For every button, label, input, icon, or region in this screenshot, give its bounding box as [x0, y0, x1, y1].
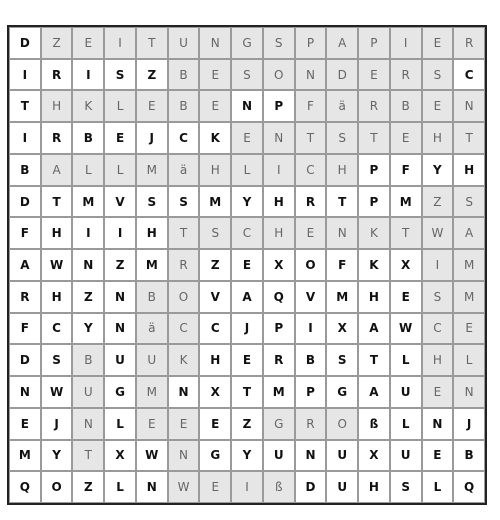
letter-cell[interactable]: ß	[263, 471, 295, 503]
letter-cell[interactable]: R	[9, 281, 41, 313]
letter-cell[interactable]: Z	[422, 186, 454, 218]
letter-cell[interactable]: E	[422, 376, 454, 408]
letter-cell[interactable]: T	[41, 186, 73, 218]
letter-cell[interactable]: E	[199, 59, 231, 91]
letter-cell[interactable]: H	[326, 154, 358, 186]
letter-cell[interactable]: N	[263, 122, 295, 154]
letter-cell[interactable]: N	[231, 90, 263, 122]
letter-cell[interactable]: C	[231, 217, 263, 249]
letter-cell[interactable]: X	[263, 249, 295, 281]
letter-cell[interactable]: L	[72, 154, 104, 186]
letter-cell[interactable]: T	[72, 440, 104, 472]
letter-cell[interactable]: E	[72, 27, 104, 59]
letter-cell[interactable]: S	[263, 27, 295, 59]
letter-cell[interactable]: O	[263, 59, 295, 91]
letter-cell[interactable]: E	[390, 281, 422, 313]
letter-cell[interactable]: H	[422, 344, 454, 376]
letter-cell[interactable]: A	[453, 217, 485, 249]
letter-cell[interactable]: W	[390, 313, 422, 345]
letter-cell[interactable]: L	[104, 90, 136, 122]
letter-cell[interactable]: R	[168, 249, 200, 281]
letter-cell[interactable]: W	[422, 217, 454, 249]
letter-cell[interactable]: A	[9, 249, 41, 281]
letter-cell[interactable]: A	[358, 376, 390, 408]
letter-cell[interactable]: E	[104, 122, 136, 154]
letter-cell[interactable]: E	[231, 249, 263, 281]
letter-cell[interactable]: E	[453, 313, 485, 345]
letter-cell[interactable]: R	[41, 59, 73, 91]
letter-cell[interactable]: S	[231, 59, 263, 91]
letter-cell[interactable]: N	[9, 376, 41, 408]
letter-cell[interactable]: X	[199, 376, 231, 408]
letter-cell[interactable]: H	[358, 281, 390, 313]
letter-cell[interactable]: I	[72, 217, 104, 249]
letter-cell[interactable]: E	[136, 90, 168, 122]
letter-cell[interactable]: T	[358, 122, 390, 154]
letter-cell[interactable]: Q	[453, 471, 485, 503]
letter-cell[interactable]: L	[390, 344, 422, 376]
letter-cell[interactable]: C	[168, 122, 200, 154]
letter-cell[interactable]: Y	[422, 154, 454, 186]
letter-cell[interactable]: P	[358, 154, 390, 186]
letter-cell[interactable]: B	[168, 90, 200, 122]
letter-cell[interactable]: Q	[263, 281, 295, 313]
letter-cell[interactable]: L	[422, 471, 454, 503]
letter-cell[interactable]: Z	[72, 281, 104, 313]
letter-cell[interactable]: F	[326, 249, 358, 281]
letter-cell[interactable]: T	[390, 217, 422, 249]
letter-cell[interactable]: F	[9, 313, 41, 345]
letter-cell[interactable]: H	[41, 281, 73, 313]
letter-cell[interactable]: E	[231, 122, 263, 154]
letter-cell[interactable]: W	[41, 249, 73, 281]
letter-cell[interactable]: N	[168, 376, 200, 408]
letter-cell[interactable]: R	[295, 408, 327, 440]
letter-cell[interactable]: S	[104, 59, 136, 91]
letter-cell[interactable]: G	[104, 376, 136, 408]
letter-cell[interactable]: W	[41, 376, 73, 408]
letter-cell[interactable]: U	[326, 471, 358, 503]
letter-cell[interactable]: Y	[231, 186, 263, 218]
letter-cell[interactable]: F	[390, 154, 422, 186]
letter-cell[interactable]: S	[136, 186, 168, 218]
letter-cell[interactable]: G	[199, 440, 231, 472]
letter-cell[interactable]: M	[326, 281, 358, 313]
letter-cell[interactable]: E	[199, 471, 231, 503]
letter-cell[interactable]: L	[453, 344, 485, 376]
letter-cell[interactable]: P	[263, 90, 295, 122]
letter-cell[interactable]: E	[136, 408, 168, 440]
letter-cell[interactable]: B	[390, 90, 422, 122]
letter-cell[interactable]: M	[72, 186, 104, 218]
letter-cell[interactable]: T	[136, 27, 168, 59]
letter-cell[interactable]: H	[199, 154, 231, 186]
letter-cell[interactable]: R	[263, 344, 295, 376]
letter-cell[interactable]: B	[72, 344, 104, 376]
letter-cell[interactable]: N	[453, 376, 485, 408]
letter-cell[interactable]: U	[168, 27, 200, 59]
letter-cell[interactable]: T	[358, 344, 390, 376]
letter-cell[interactable]: S	[41, 344, 73, 376]
letter-cell[interactable]: B	[136, 281, 168, 313]
letter-cell[interactable]: U	[390, 440, 422, 472]
letter-cell[interactable]: K	[199, 122, 231, 154]
letter-cell[interactable]: I	[422, 249, 454, 281]
letter-cell[interactable]: Z	[104, 249, 136, 281]
letter-cell[interactable]: S	[422, 59, 454, 91]
letter-cell[interactable]: E	[422, 440, 454, 472]
letter-cell[interactable]: L	[104, 408, 136, 440]
letter-cell[interactable]: X	[358, 440, 390, 472]
letter-cell[interactable]: D	[295, 471, 327, 503]
letter-cell[interactable]: T	[453, 122, 485, 154]
letter-cell[interactable]: Z	[136, 59, 168, 91]
letter-cell[interactable]: Z	[72, 471, 104, 503]
letter-cell[interactable]: I	[9, 59, 41, 91]
letter-cell[interactable]: ä	[168, 154, 200, 186]
letter-cell[interactable]: U	[104, 344, 136, 376]
letter-cell[interactable]: U	[136, 344, 168, 376]
letter-cell[interactable]: R	[295, 186, 327, 218]
letter-cell[interactable]: M	[136, 376, 168, 408]
letter-cell[interactable]: M	[453, 281, 485, 313]
letter-cell[interactable]: Y	[231, 440, 263, 472]
letter-cell[interactable]: C	[295, 154, 327, 186]
letter-cell[interactable]: B	[453, 440, 485, 472]
letter-cell[interactable]: K	[168, 344, 200, 376]
letter-cell[interactable]: B	[9, 154, 41, 186]
letter-cell[interactable]: P	[295, 376, 327, 408]
letter-cell[interactable]: B	[72, 122, 104, 154]
letter-cell[interactable]: K	[358, 217, 390, 249]
letter-cell[interactable]: W	[168, 471, 200, 503]
letter-cell[interactable]: J	[231, 313, 263, 345]
letter-cell[interactable]: M	[199, 186, 231, 218]
letter-cell[interactable]: U	[326, 440, 358, 472]
letter-cell[interactable]: D	[9, 344, 41, 376]
letter-cell[interactable]: M	[453, 249, 485, 281]
letter-cell[interactable]: A	[41, 154, 73, 186]
letter-cell[interactable]: H	[263, 217, 295, 249]
letter-cell[interactable]: H	[41, 90, 73, 122]
letter-cell[interactable]: M	[136, 249, 168, 281]
letter-cell[interactable]: C	[41, 313, 73, 345]
letter-cell[interactable]: Y	[72, 313, 104, 345]
letter-cell[interactable]: P	[295, 27, 327, 59]
letter-cell[interactable]: S	[326, 344, 358, 376]
letter-cell[interactable]: P	[358, 186, 390, 218]
letter-cell[interactable]: M	[9, 440, 41, 472]
letter-cell[interactable]: E	[199, 90, 231, 122]
letter-cell[interactable]: N	[72, 408, 104, 440]
letter-cell[interactable]: I	[263, 154, 295, 186]
letter-cell[interactable]: H	[41, 217, 73, 249]
letter-cell[interactable]: J	[453, 408, 485, 440]
letter-cell[interactable]: K	[358, 249, 390, 281]
letter-cell[interactable]: U	[72, 376, 104, 408]
letter-cell[interactable]: Q	[9, 471, 41, 503]
letter-cell[interactable]: N	[72, 249, 104, 281]
letter-cell[interactable]: S	[390, 471, 422, 503]
letter-cell[interactable]: J	[41, 408, 73, 440]
letter-cell[interactable]: R	[358, 90, 390, 122]
letter-cell[interactable]: C	[199, 313, 231, 345]
word-search-grid	[7, 25, 487, 505]
letter-cell[interactable]: ä	[326, 90, 358, 122]
letter-cell[interactable]: J	[136, 122, 168, 154]
letter-cell[interactable]: R	[453, 27, 485, 59]
letter-cell[interactable]: E	[295, 217, 327, 249]
letter-cell[interactable]: U	[263, 440, 295, 472]
letter-cell[interactable]: L	[231, 154, 263, 186]
letter-cell[interactable]: V	[104, 186, 136, 218]
letter-cell[interactable]: E	[168, 408, 200, 440]
letter-cell[interactable]: S	[199, 217, 231, 249]
letter-cell[interactable]: U	[390, 376, 422, 408]
letter-cell[interactable]: I	[72, 59, 104, 91]
letter-cell[interactable]: H	[453, 154, 485, 186]
letter-cell[interactable]: O	[168, 281, 200, 313]
letter-cell[interactable]: R	[390, 59, 422, 91]
letter-cell[interactable]: A	[358, 313, 390, 345]
letter-cell[interactable]: L	[104, 154, 136, 186]
letter-cell[interactable]: K	[72, 90, 104, 122]
letter-cell[interactable]: T	[231, 376, 263, 408]
letter-cell[interactable]: V	[295, 281, 327, 313]
letter-cell[interactable]: I	[104, 27, 136, 59]
letter-cell[interactable]: O	[326, 408, 358, 440]
letter-cell[interactable]: E	[9, 408, 41, 440]
letter-cell[interactable]: Y	[41, 440, 73, 472]
letter-cell[interactable]: H	[422, 122, 454, 154]
letter-cell[interactable]: C	[168, 313, 200, 345]
letter-cell[interactable]: I	[231, 471, 263, 503]
letter-cell[interactable]: I	[390, 27, 422, 59]
letter-cell[interactable]: N	[295, 440, 327, 472]
letter-cell[interactable]: L	[390, 408, 422, 440]
letter-cell[interactable]: X	[104, 440, 136, 472]
letter-cell[interactable]: W	[136, 440, 168, 472]
letter-cell[interactable]: O	[295, 249, 327, 281]
letter-cell[interactable]: N	[453, 90, 485, 122]
letter-cell[interactable]: Z	[41, 27, 73, 59]
letter-cell[interactable]: H	[263, 186, 295, 218]
letter-cell[interactable]: P	[263, 313, 295, 345]
letter-cell[interactable]: D	[9, 27, 41, 59]
letter-cell[interactable]: A	[326, 27, 358, 59]
letter-cell[interactable]: R	[41, 122, 73, 154]
letter-cell[interactable]: M	[390, 186, 422, 218]
letter-cell[interactable]: N	[326, 217, 358, 249]
letter-cell[interactable]: N	[295, 59, 327, 91]
letter-cell[interactable]: G	[326, 376, 358, 408]
letter-cell[interactable]: I	[104, 217, 136, 249]
letter-cell[interactable]: T	[9, 90, 41, 122]
letter-cell[interactable]: I	[9, 122, 41, 154]
letter-cell[interactable]: X	[326, 313, 358, 345]
letter-cell[interactable]: H	[199, 344, 231, 376]
letter-cell[interactable]: G	[263, 408, 295, 440]
letter-cell[interactable]: N	[104, 313, 136, 345]
letter-cell[interactable]: ä	[136, 313, 168, 345]
letter-cell[interactable]: S	[453, 186, 485, 218]
letter-cell[interactable]: C	[422, 313, 454, 345]
letter-cell[interactable]: F	[295, 90, 327, 122]
letter-cell[interactable]: E	[199, 408, 231, 440]
letter-cell[interactable]: S	[422, 281, 454, 313]
letter-cell[interactable]: T	[295, 122, 327, 154]
letter-cell[interactable]: H	[136, 217, 168, 249]
letter-cell[interactable]: M	[136, 154, 168, 186]
letter-cell[interactable]: E	[422, 27, 454, 59]
letter-cell[interactable]: M	[263, 376, 295, 408]
letter-cell[interactable]: Z	[199, 249, 231, 281]
letter-cell[interactable]: F	[9, 217, 41, 249]
letter-cell[interactable]: ß	[358, 408, 390, 440]
letter-cell[interactable]: A	[231, 281, 263, 313]
letter-cell[interactable]: O	[41, 471, 73, 503]
letter-cell[interactable]: N	[422, 408, 454, 440]
letter-cell[interactable]: S	[326, 122, 358, 154]
letter-cell[interactable]: N	[168, 440, 200, 472]
letter-cell[interactable]: H	[358, 471, 390, 503]
letter-cell[interactable]: X	[390, 249, 422, 281]
letter-cell[interactable]: N	[136, 471, 168, 503]
letter-cell[interactable]: B	[168, 59, 200, 91]
letter-cell[interactable]: V	[199, 281, 231, 313]
letter-cell[interactable]: T	[326, 186, 358, 218]
letter-cell[interactable]: D	[326, 59, 358, 91]
letter-cell[interactable]: P	[358, 27, 390, 59]
letter-cell[interactable]: T	[168, 217, 200, 249]
letter-cell[interactable]: N	[199, 27, 231, 59]
letter-cell[interactable]: D	[9, 186, 41, 218]
letter-cell[interactable]: E	[422, 90, 454, 122]
letter-cell[interactable]: B	[295, 344, 327, 376]
letter-cell[interactable]: E	[390, 122, 422, 154]
letter-cell[interactable]: S	[168, 186, 200, 218]
letter-cell[interactable]: I	[295, 313, 327, 345]
letter-cell[interactable]: E	[358, 59, 390, 91]
letter-cell[interactable]: L	[104, 471, 136, 503]
letter-cell[interactable]: E	[231, 344, 263, 376]
letter-cell[interactable]: Z	[231, 408, 263, 440]
letter-cell[interactable]: N	[104, 281, 136, 313]
letter-cell[interactable]: G	[231, 27, 263, 59]
letter-cell[interactable]: C	[453, 59, 485, 91]
